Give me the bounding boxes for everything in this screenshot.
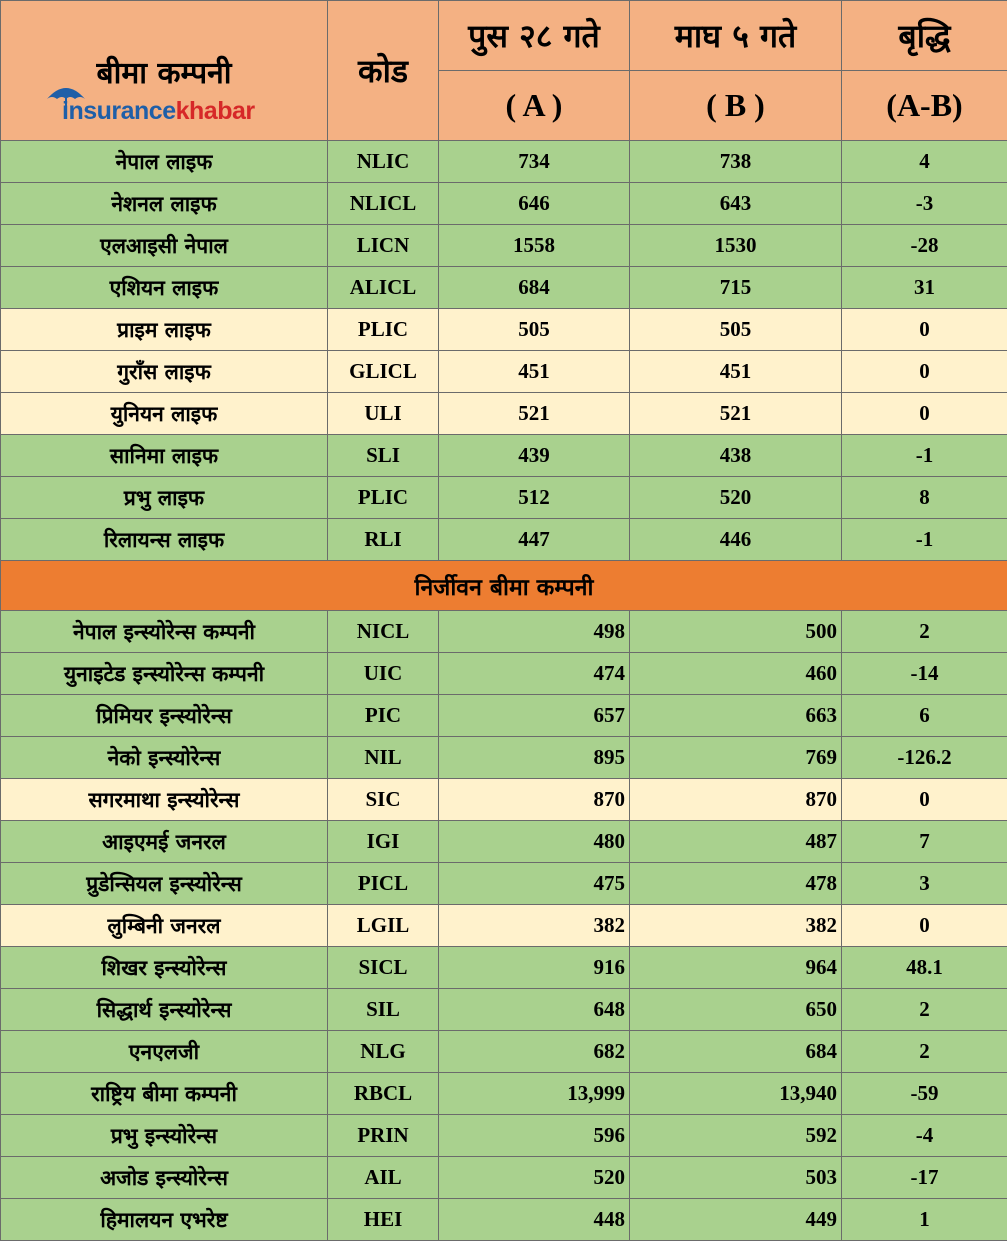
value-diff: 0 [842,309,1007,351]
value-diff: -17 [842,1157,1007,1199]
company-code: PLIC [328,309,439,351]
value-diff: 48.1 [842,947,1007,989]
value-diff: -1 [842,519,1007,561]
value-diff: 31 [842,267,1007,309]
code-column-header: कोड [328,1,439,141]
company-name: सानिमा लाइफ [1,435,328,477]
company-name: सगरमाथा इन्स्योरेन्स [1,779,328,821]
value-b: 451 [630,351,842,393]
company-code: SIC [328,779,439,821]
value-diff: 0 [842,779,1007,821]
value-b: 460 [630,653,842,695]
value-b: 446 [630,519,842,561]
company-code: IGI [328,821,439,863]
company-code: UIC [328,653,439,695]
table-row [1,477,1007,519]
company-code: LICN [328,225,439,267]
value-a: 596 [439,1115,630,1157]
value-a: 451 [439,351,630,393]
company-code: NLICL [328,183,439,225]
value-b: 684 [630,1031,842,1073]
company-code: NICL [328,611,439,653]
value-b: 505 [630,309,842,351]
table-row [1,863,1007,905]
company-code: GLICL [328,351,439,393]
value-a: 474 [439,653,630,695]
company-name: प्रिमियर इन्स्योरेन्स [1,695,328,737]
table-row [1,1115,1007,1157]
value-diff: 6 [842,695,1007,737]
table-row [1,393,1007,435]
company-name: एशियन लाइफ [1,267,328,309]
value-a: 895 [439,737,630,779]
table-row [1,611,1007,653]
value-b: 870 [630,779,842,821]
value-diff: 2 [842,611,1007,653]
value-a: 646 [439,183,630,225]
company-name: प्रभु लाइफ [1,477,328,519]
value-b: 438 [630,435,842,477]
company-name: सिद्धार्थ इन्स्योरेन्स [1,989,328,1031]
value-b: 487 [630,821,842,863]
company-name: एलआइसी नेपाल [1,225,328,267]
company-name: लुम्बिनी जनरल [1,905,328,947]
value-a: 439 [439,435,630,477]
table-row [1,351,1007,393]
value-a: 657 [439,695,630,737]
company-code: NLG [328,1031,439,1073]
company-code: NIL [328,737,439,779]
company-code: SIL [328,989,439,1031]
value-a: 734 [439,141,630,183]
col-b-subheader: ( B ) [630,71,842,141]
value-b: 1530 [630,225,842,267]
company-code: NLIC [328,141,439,183]
value-b: 769 [630,737,842,779]
value-diff: 2 [842,1031,1007,1073]
value-a: 521 [439,393,630,435]
table-row [1,737,1007,779]
value-a: 13,999 [439,1073,630,1115]
company-name: रिलायन्स लाइफ [1,519,328,561]
value-a: 448 [439,1199,630,1241]
company-name: आइएमई जनरल [1,821,328,863]
company-name: अजोड इन्स्योरेन्स [1,1157,328,1199]
company-code: ULI [328,393,439,435]
value-a: 447 [439,519,630,561]
company-code: PICL [328,863,439,905]
value-diff: 8 [842,477,1007,519]
growth-subheader: (A-B) [842,71,1007,141]
company-name: शिखर इन्स्योरेन्स [1,947,328,989]
company-name: प्रभु इन्स्योरेन्स [1,1115,328,1157]
table-row [1,519,1007,561]
value-b: 503 [630,1157,842,1199]
company-name: एनएलजी [1,1031,328,1073]
company-code: SLI [328,435,439,477]
value-diff: -1 [842,435,1007,477]
value-b: 964 [630,947,842,989]
table-row [1,1199,1007,1241]
value-b: 663 [630,695,842,737]
value-b: 592 [630,1115,842,1157]
company-name: नेपाल इन्स्योरेन्स कम्पनी [1,611,328,653]
value-diff: 0 [842,351,1007,393]
value-a: 684 [439,267,630,309]
value-b: 382 [630,905,842,947]
value-a: 648 [439,989,630,1031]
value-a: 916 [439,947,630,989]
table-row [1,1157,1007,1199]
logo-text-khabar: khabar [175,97,255,125]
company-header-cell [1,1,328,141]
company-name: युनाइटेड इन्स्योरेन्स कम्पनी [1,653,328,695]
value-diff: 4 [842,141,1007,183]
value-b: 521 [630,393,842,435]
value-diff: -126.2 [842,737,1007,779]
company-name: नेको इन्स्योरेन्स [1,737,328,779]
value-b: 738 [630,141,842,183]
value-diff: 3 [842,863,1007,905]
table-row [1,905,1007,947]
company-name: प्राइम लाइफ [1,309,328,351]
value-b: 643 [630,183,842,225]
value-diff: -28 [842,225,1007,267]
value-a: 382 [439,905,630,947]
company-code: AIL [328,1157,439,1199]
value-a: 870 [439,779,630,821]
value-a: 520 [439,1157,630,1199]
value-b: 449 [630,1199,842,1241]
company-code: LGIL [328,905,439,947]
value-diff: -4 [842,1115,1007,1157]
nonlife-section-title: निर्जीवन बीमा कम्पनी [1,561,1007,611]
value-diff: 0 [842,393,1007,435]
value-diff: 1 [842,1199,1007,1241]
col-b-header: माघ ५ गते [630,1,842,71]
value-b: 520 [630,477,842,519]
table-row [1,947,1007,989]
logo-text-insurance: insurance [62,97,176,125]
growth-header: बृद्धि [842,1,1007,71]
company-name: प्रुडेन्सियल इन्स्योरेन्स [1,863,328,905]
company-code: PIC [328,695,439,737]
value-b: 715 [630,267,842,309]
table-row [1,989,1007,1031]
value-diff: 2 [842,989,1007,1031]
value-a: 682 [439,1031,630,1073]
value-diff: -14 [842,653,1007,695]
value-diff: 0 [842,905,1007,947]
table-row [1,225,1007,267]
company-name: हिमालयन एभरेष्ट [1,1199,328,1241]
nonlife-section-row [1,561,1007,611]
table-row [1,779,1007,821]
table-row [1,821,1007,863]
value-a: 475 [439,863,630,905]
value-a: 498 [439,611,630,653]
value-a: 512 [439,477,630,519]
company-column-header: बीमा कम्पनी [96,56,232,91]
value-a: 480 [439,821,630,863]
value-b: 650 [630,989,842,1031]
company-code: PRIN [328,1115,439,1157]
table-row [1,435,1007,477]
table-row [1,1031,1007,1073]
value-a: 505 [439,309,630,351]
table-row [1,267,1007,309]
company-code: ALICL [328,267,439,309]
value-diff: -59 [842,1073,1007,1115]
company-code: RBCL [328,1073,439,1115]
company-name: नेशनल लाइफ [1,183,328,225]
company-name: राष्ट्रिय बीमा कम्पनी [1,1073,328,1115]
table-row [1,1073,1007,1115]
value-diff: 7 [842,821,1007,863]
company-code: RLI [328,519,439,561]
value-b: 13,940 [630,1073,842,1115]
table-row [1,309,1007,351]
table-row [1,141,1007,183]
company-name: युनियन लाइफ [1,393,328,435]
company-name: गुराँस लाइफ [1,351,328,393]
col-a-header: पुस २८ गते [439,1,630,71]
value-b: 478 [630,863,842,905]
value-a: 1558 [439,225,630,267]
company-code: SICL [328,947,439,989]
table-row [1,695,1007,737]
company-name: नेपाल लाइफ [1,141,328,183]
table-row [1,653,1007,695]
value-diff: -3 [842,183,1007,225]
company-code: HEI [328,1199,439,1241]
value-b: 500 [630,611,842,653]
col-a-subheader: ( A ) [439,71,630,141]
table-row [1,183,1007,225]
company-code: PLIC [328,477,439,519]
